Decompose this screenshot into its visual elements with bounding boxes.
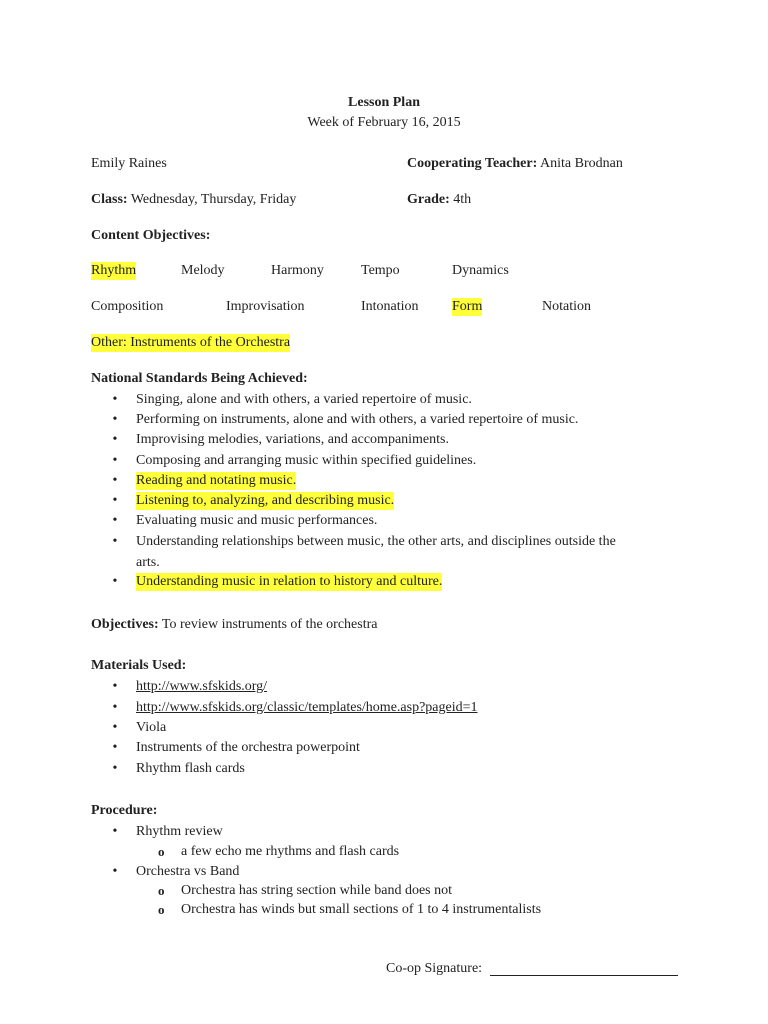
objective-notation: Notation: [542, 299, 591, 314]
standard-item-highlighted: Listening to, analyzing, and describing music.: [136, 493, 395, 508]
standard-item-highlighted: Reading and notating music.: [136, 473, 297, 488]
standard-item: Performing on instruments, alone and with others, a varied repertoire of music.: [136, 412, 579, 427]
standards-heading: National Standards Being Achieved:: [91, 371, 308, 386]
procedure-subitem: a few echo me rhythms and flash cards: [181, 844, 400, 859]
standard-item-continuation: arts.: [136, 555, 160, 570]
sub-bullet-icon: o: [158, 902, 165, 917]
objective-improvisation: Improvisation: [226, 299, 305, 314]
standard-item: Singing, alone and with others, a varied repertoire of music.: [136, 392, 472, 407]
bullet-icon: •: [112, 761, 118, 776]
bullet-icon: •: [112, 432, 118, 447]
signature-label: Co-op Signature:: [386, 961, 483, 976]
bullet-icon: •: [112, 534, 118, 549]
objective-composition: Composition: [91, 299, 164, 314]
page-title: Lesson Plan: [348, 95, 420, 110]
materials-item: Rhythm flash cards: [136, 761, 245, 776]
objectives: Objectives: To review instruments of the orchestra: [91, 617, 378, 632]
bullet-icon: •: [112, 493, 118, 508]
objective-other: Other: Instruments of the Orchestra: [91, 335, 291, 350]
class-days: Class: Wednesday, Thursday, Friday: [91, 192, 297, 207]
materials-link-sfskids[interactable]: http://www.sfskids.org/: [136, 679, 268, 694]
objective-dynamics: Dynamics: [452, 263, 509, 278]
bullet-icon: •: [112, 392, 118, 407]
bullet-icon: •: [112, 453, 118, 468]
objective-rhythm: Rhythm: [91, 263, 137, 278]
bullet-icon: •: [112, 574, 118, 589]
materials-item: Viola: [136, 720, 167, 735]
procedure-subitem: Orchestra has string section while band does not: [181, 883, 452, 898]
objective-form: Form: [452, 299, 483, 314]
sub-bullet-icon: o: [158, 883, 165, 898]
week-subtitle: Week of February 16, 2015: [307, 115, 461, 130]
procedure-subitem: Orchestra has winds but small sections of 1 to 4 instrumentalists: [181, 902, 542, 917]
signature-field[interactable]: [490, 975, 678, 976]
materials-link-sfskids-classic[interactable]: http://www.sfskids.org/classic/templates/home.asp?pageid=1: [136, 700, 478, 715]
bullet-icon: •: [112, 700, 118, 715]
bullet-icon: •: [112, 824, 118, 839]
standard-item: Improvising melodies, variations, and accompaniments.: [136, 432, 449, 447]
objective-melody: Melody: [181, 263, 225, 278]
grade: Grade: 4th: [407, 192, 472, 207]
sub-bullet-icon: o: [158, 844, 165, 859]
procedure-item: Rhythm review: [136, 824, 223, 839]
standard-item: Understanding relationships between music, the other arts, and disciplines outside the: [136, 534, 616, 549]
teacher-name: Emily Raines: [91, 156, 167, 171]
materials-item: Instruments of the orchestra powerpoint: [136, 740, 360, 755]
objective-tempo: Tempo: [361, 263, 400, 278]
bullet-icon: •: [112, 740, 118, 755]
standard-item: Composing and arranging music within specified guidelines.: [136, 453, 477, 468]
bullet-icon: •: [112, 679, 118, 694]
content-objectives-heading: Content Objectives:: [91, 228, 211, 243]
cooperating-teacher: Cooperating Teacher: Anita Brodnan: [407, 156, 623, 171]
standard-item-highlighted: Understanding music in relation to history and culture.: [136, 574, 443, 589]
bullet-icon: •: [112, 513, 118, 528]
objective-intonation: Intonation: [361, 299, 419, 314]
bullet-icon: •: [112, 412, 118, 427]
procedure-heading: Procedure:: [91, 803, 158, 818]
bullet-icon: •: [112, 720, 118, 735]
materials-heading: Materials Used:: [91, 658, 187, 673]
procedure-item: Orchestra vs Band: [136, 864, 240, 879]
bullet-icon: •: [112, 473, 118, 488]
bullet-icon: •: [112, 864, 118, 879]
objective-harmony: Harmony: [271, 263, 324, 278]
standard-item: Evaluating music and music performances.: [136, 513, 378, 528]
